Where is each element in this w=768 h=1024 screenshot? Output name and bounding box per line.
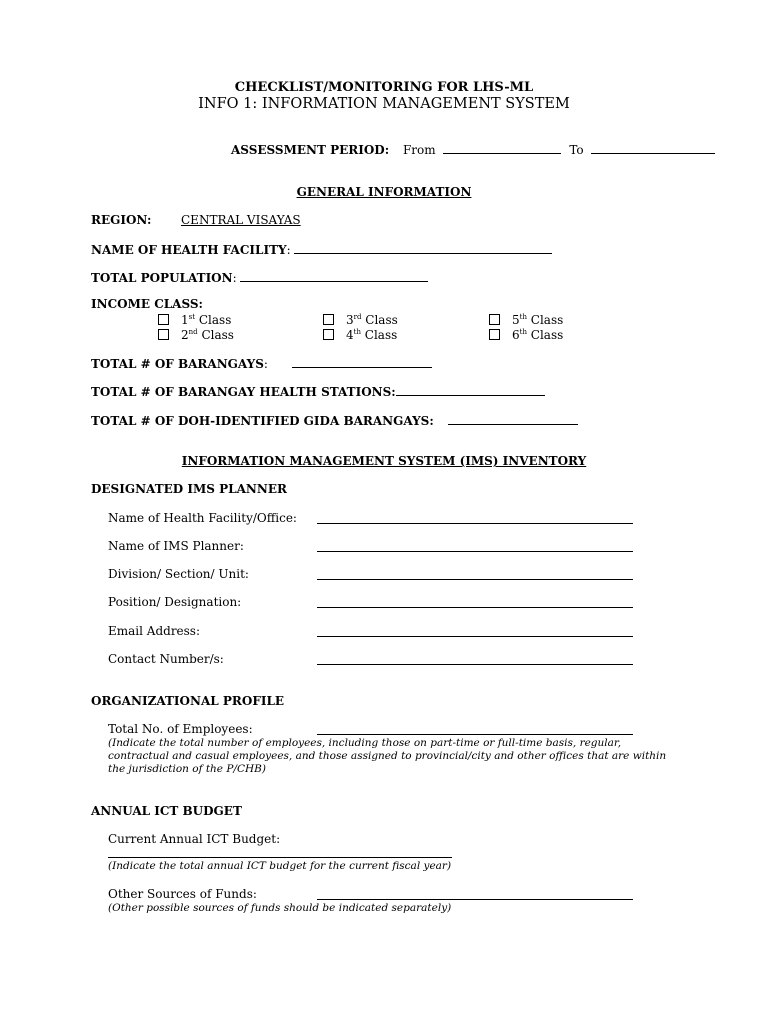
income-option-1[interactable]: 1st Class [158, 314, 231, 326]
gida-row [91, 413, 578, 427]
bhs-row [91, 384, 545, 398]
gida-field[interactable] [448, 413, 578, 425]
other-funds-input[interactable] [317, 899, 633, 900]
checkbox[interactable] [489, 329, 500, 340]
health-facility-row: NAME OF HEALTH FACILITY: [91, 242, 552, 256]
health-facility-label: NAME OF HEALTH FACILITY [91, 243, 287, 257]
from-date-field[interactable] [443, 142, 561, 154]
form-title: CHECKLIST/MONITORING FOR LHS-ML [234, 80, 534, 95]
checkbox[interactable] [323, 314, 334, 325]
current-budget-input[interactable] [108, 857, 452, 858]
barangays-field[interactable] [292, 356, 432, 368]
form-subtitle: INFO 1: INFORMATION MANAGEMENT SYSTEM [198, 96, 570, 112]
field-label-email: Email Address: [108, 624, 201, 638]
income-class-label: INCOME CLASS: [91, 297, 203, 311]
other-funds-label: Other Sources of Funds: [108, 887, 257, 901]
checkbox[interactable] [158, 314, 169, 325]
checkbox[interactable] [489, 314, 500, 325]
population-field[interactable] [240, 270, 428, 282]
general-info-heading: GENERAL INFORMATION [296, 185, 472, 199]
to-date-field[interactable] [591, 142, 715, 154]
other-funds-note: (Other possible sources of funds should be indicated separately) [108, 902, 452, 914]
current-budget-label: Current Annual ICT Budget: [108, 832, 281, 846]
region-label: REGION: [91, 213, 152, 227]
org-profile-heading: ORGANIZATIONAL PROFILE [91, 694, 285, 708]
field-label-division: Division/ Section/ Unit: [108, 567, 249, 581]
barangays-label: TOTAL # OF BARANGAYS [91, 357, 264, 371]
bhs-label: TOTAL # OF BARANGAY HEALTH STATIONS: [91, 385, 396, 399]
health-facility-field[interactable] [294, 242, 552, 254]
ims-inventory-heading: INFORMATION MANAGEMENT SYSTEM (IMS) INVENTORY [181, 454, 587, 468]
assessment-period-row [231, 142, 715, 156]
to-label: To [569, 143, 584, 157]
checkbox[interactable] [158, 329, 169, 340]
ims-planner-heading: DESIGNATED IMS PLANNER [91, 482, 287, 496]
current-budget-note: (Indicate the total annual ICT budget for the current fiscal year) [108, 860, 452, 872]
income-option-5[interactable]: 5th Class [489, 314, 563, 326]
field-label-position: Position/ Designation: [108, 595, 242, 609]
ict-budget-heading: ANNUAL ICT BUDGET [91, 804, 242, 818]
contact-input[interactable] [317, 664, 633, 665]
income-option-2[interactable]: 2nd Class [158, 329, 234, 341]
field-label-facility-office: Name of Health Facility/Office: [108, 511, 297, 525]
division-input[interactable] [317, 579, 633, 580]
checkbox[interactable] [323, 329, 334, 340]
population-label: TOTAL POPULATION [91, 271, 233, 285]
population-row: TOTAL POPULATION: [91, 270, 428, 284]
field-label-contact: Contact Number/s: [108, 652, 224, 666]
assessment-period-label: ASSESSMENT PERIOD: [231, 143, 390, 157]
bhs-field[interactable] [396, 384, 545, 396]
barangays-row: TOTAL # OF BARANGAYS: [91, 356, 432, 370]
income-option-4[interactable]: 4th Class [323, 329, 397, 341]
employees-input[interactable] [317, 734, 633, 735]
income-option-6[interactable]: 6th Class [489, 329, 563, 341]
position-input[interactable] [317, 607, 633, 608]
income-option-3[interactable]: 3rd Class [323, 314, 398, 326]
employees-note: (Indicate the total number of employees, including those on part-time or full-time basis, regular, contractual and casual employees, and those assigned to provincial/city and other offices that are within the jurisdiction of the P/CHB) [108, 737, 667, 775]
region-value: CENTRAL VISAYAS [181, 213, 301, 227]
facility-office-input[interactable] [317, 523, 633, 524]
field-label-planner-name: Name of IMS Planner: [108, 539, 244, 553]
employees-label: Total No. of Employees: [108, 722, 253, 736]
gida-label: TOTAL # OF DOH-IDENTIFIED GIDA BARANGAYS: [91, 414, 434, 428]
from-label: From [402, 143, 436, 157]
planner-name-input[interactable] [317, 551, 633, 552]
email-input[interactable] [317, 636, 633, 637]
